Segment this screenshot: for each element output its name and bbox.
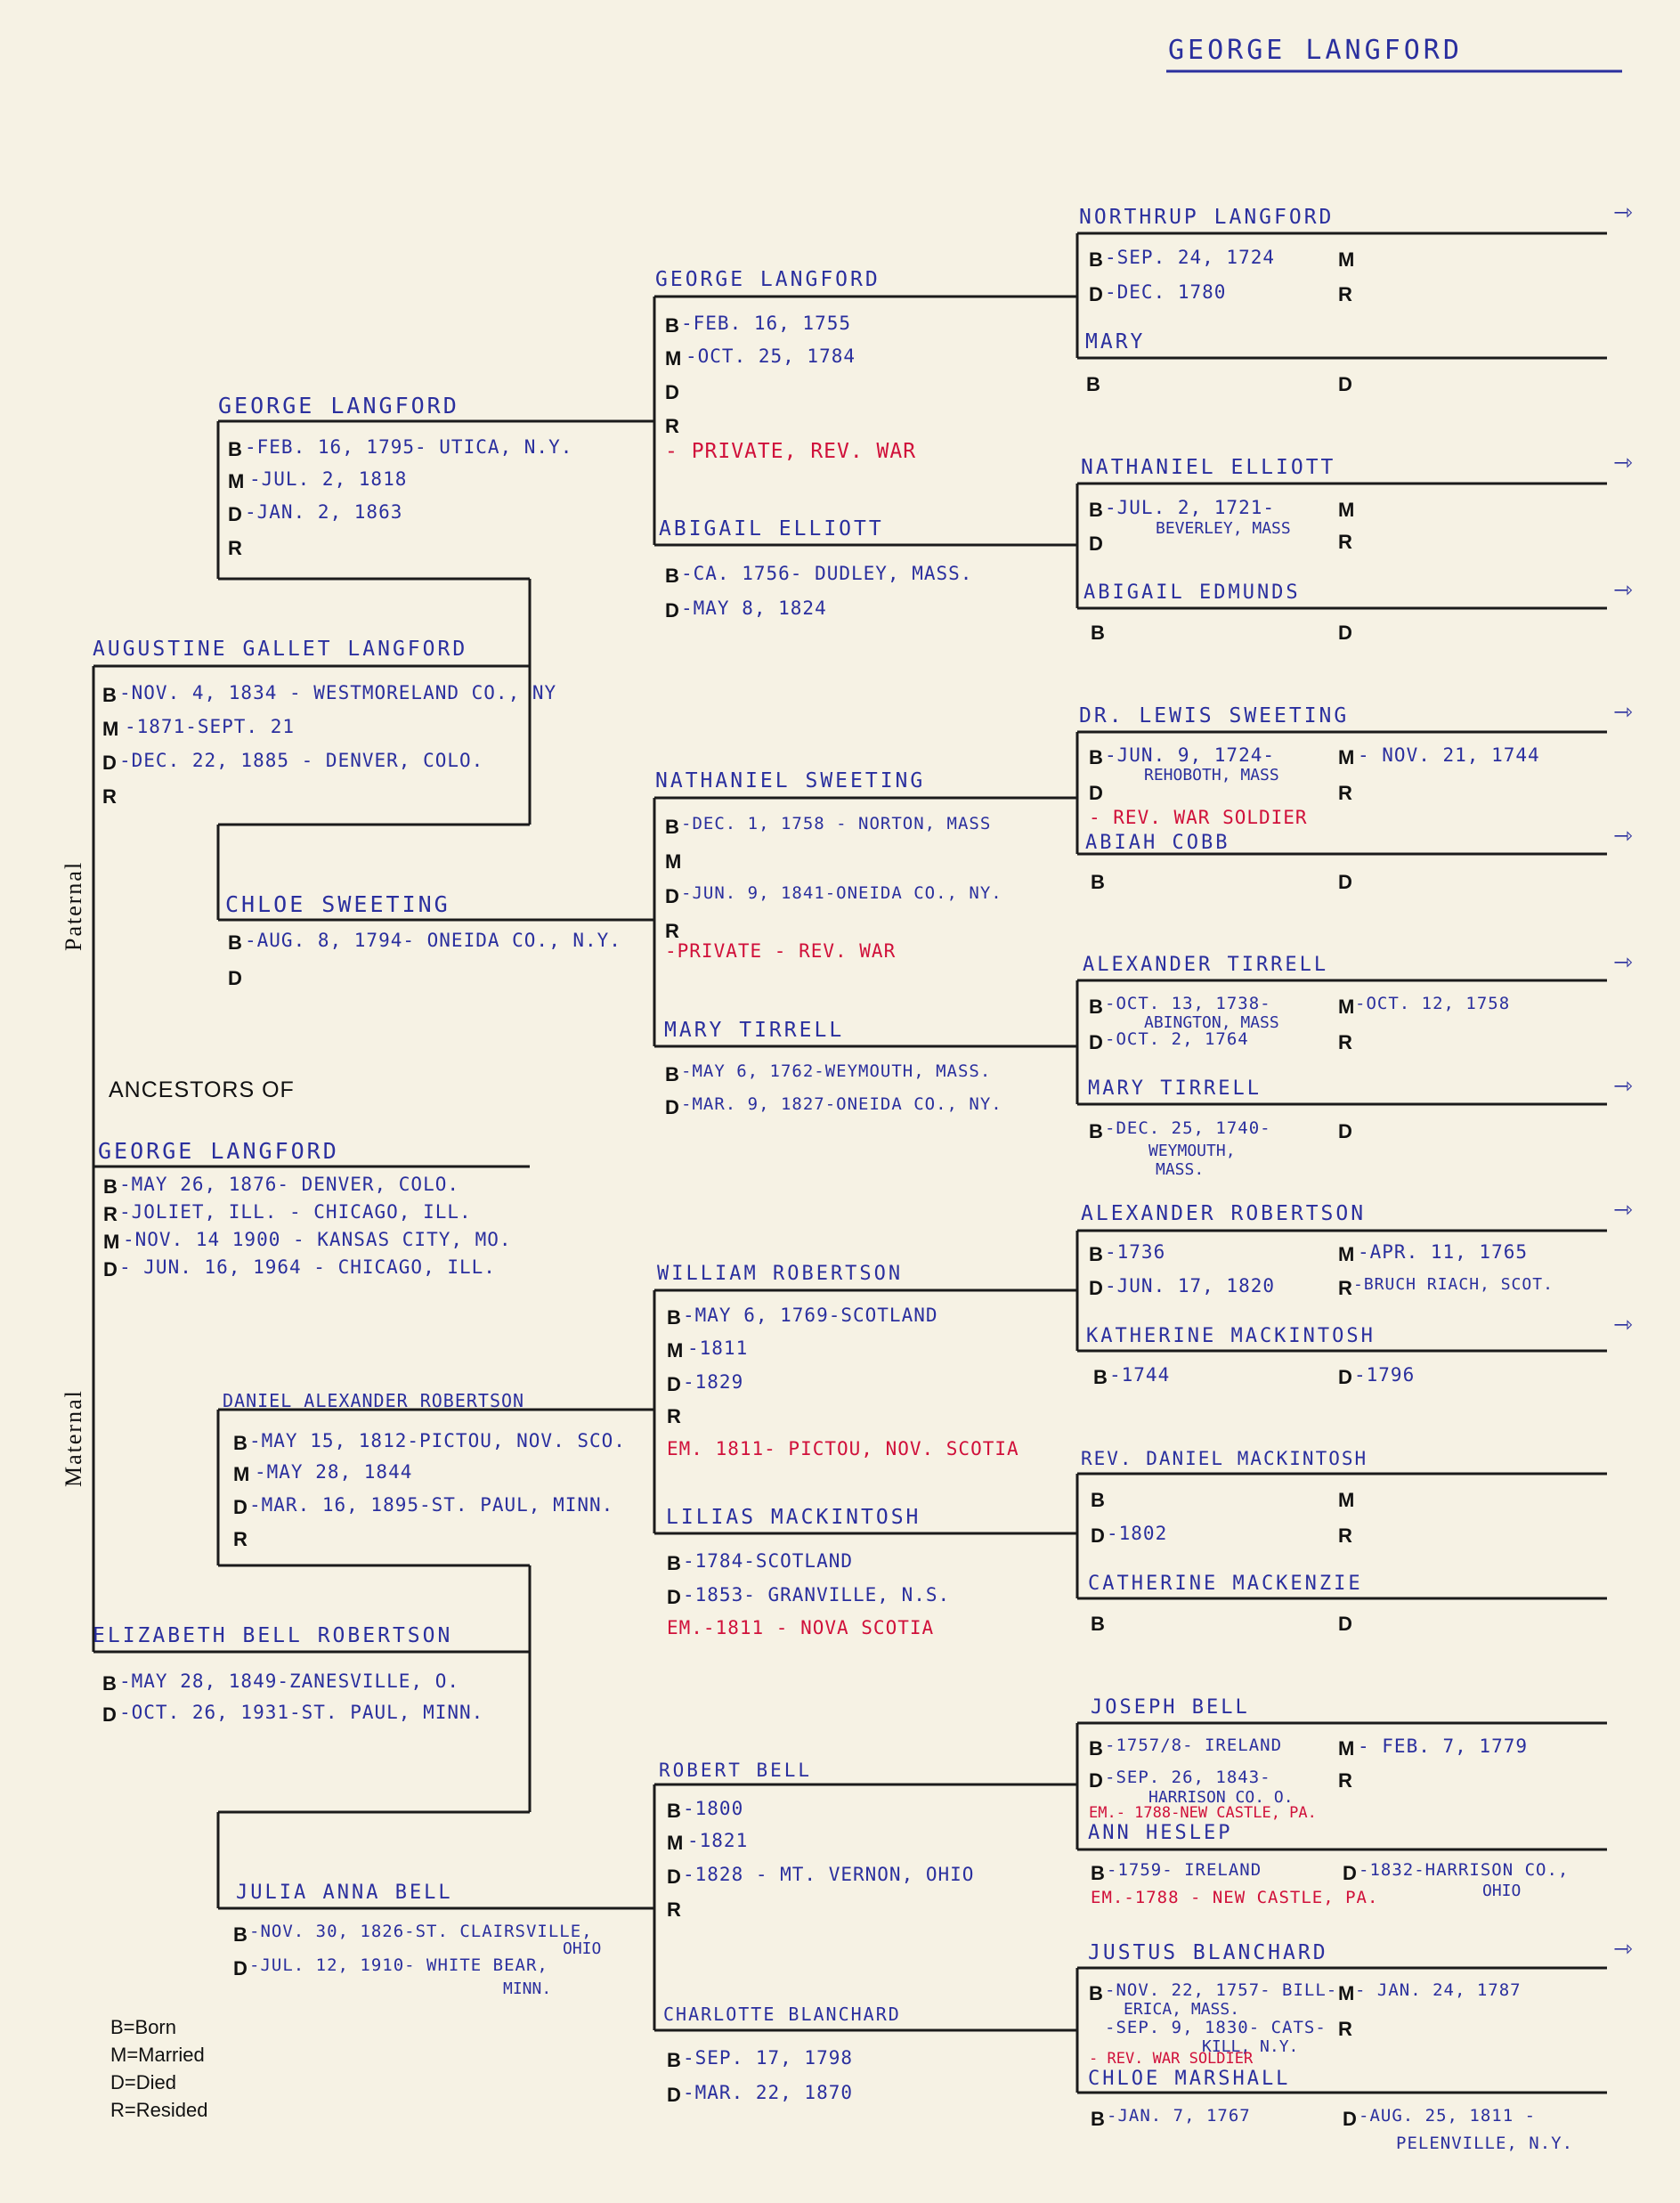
gp-george-married-label: M (228, 470, 245, 492)
gp-george-name: GEORGE LANGFORD (218, 393, 459, 419)
father-married-label: M (102, 718, 119, 740)
g4-alex-rob-died: -JUN. 17, 1820 (1105, 1275, 1276, 1297)
ggp-mary-t-name: MARY TIRRELL (664, 1019, 845, 1042)
continuation-arrow-icon: ⇾ (1613, 1312, 1633, 1338)
father-born-label: B (102, 684, 117, 706)
gp-daniel-born: -MAY 15, 1812-PICTOU, NOV. SCO. (249, 1430, 626, 1451)
g4-lewis-married-label: M (1338, 746, 1355, 768)
g4-rev-daniel-married-label: M (1338, 1489, 1355, 1511)
g4-mary-born-label: B (1086, 373, 1100, 395)
g4-catherine-died-label: D (1338, 1613, 1352, 1635)
ggp-william-resided-label: R (667, 1405, 681, 1427)
subject-resided: -JOLIET, ILL. - CHICAGO, ILL. (119, 1201, 472, 1223)
ggp-robert-resided-label: R (667, 1898, 681, 1921)
g4-joseph-name: JOSEPH BELL (1091, 1696, 1250, 1719)
ggp-william-married: -1811 (687, 1337, 749, 1359)
gp-george-born: -FEB. 16, 1795- UTICA, N.Y. (245, 436, 573, 458)
ggp-nathaniel-name: NATHANIEL SWEETING (655, 769, 926, 793)
ggp-abigail-born-label: B (665, 565, 679, 587)
g4-chloe-m-died-label: D (1343, 2108, 1357, 2130)
g4-northrup-married-label: M (1338, 248, 1355, 271)
ggp-nathaniel-married-label: M (665, 850, 682, 873)
g4-justus-place: ERICA, MASS. (1124, 2000, 1240, 2019)
father-resided-label: R (102, 785, 117, 808)
g4-mary-tirrell-name: MARY TIRRELL (1088, 1077, 1262, 1100)
g4-rev-daniel-name: REV. DANIEL MACKINTOSH (1081, 1448, 1368, 1469)
gp-chloe-died-label: D (228, 967, 242, 989)
ggp-nathaniel-resided-label: R (665, 920, 679, 942)
g4-nath-elliott-resided-label: R (1338, 531, 1352, 553)
g4-joseph-born-label: B (1089, 1737, 1103, 1760)
g4-abigail-edmunds-died-label: D (1338, 622, 1352, 644)
continuation-arrow-icon: ⇾ (1613, 1936, 1633, 1963)
ggp-lilias-born: -1784-SCOTLAND (683, 1550, 854, 1572)
g4-alex-rob-resided: -BRUCH RIACH, SCOT. (1353, 1275, 1554, 1294)
paternal-label: Paternal (61, 860, 86, 951)
ggp-charlotte-died: -MAR. 22, 1870 (683, 2082, 854, 2103)
subject-resided-label: R (103, 1203, 118, 1225)
gp-daniel-married: -MAY 28, 1844 (255, 1461, 413, 1483)
g4-northrup-name: NORTHRUP LANGFORD (1079, 206, 1335, 229)
gp-chloe-born: -AUG. 8, 1794- ONEIDA CO., N.Y. (245, 930, 621, 951)
ggp-abigail-died: -MAY 8, 1824 (681, 597, 827, 619)
g4-alex-tirrell-born-label: B (1089, 996, 1103, 1018)
legend-died: D=Died (110, 2071, 176, 2093)
ggp-mary-t-died-label: D (665, 1096, 679, 1118)
g4-nath-elliott-born: -JUL. 2, 1721- (1105, 497, 1276, 518)
father-name: AUGUSTINE GALLET LANGFORD (93, 638, 468, 661)
g4-mary-tirrell-place2: MASS. (1156, 1160, 1205, 1179)
g4-justus-married-label: M (1338, 1982, 1355, 2004)
ggp-nathaniel-note: -PRIVATE - REV. WAR (665, 940, 897, 962)
g4-joseph-married: - FEB. 7, 1779 (1358, 1736, 1529, 1757)
g4-rev-daniel-died: -1802 (1107, 1523, 1168, 1544)
g4-mary-tirrell-died-label: D (1338, 1120, 1352, 1142)
g4-alex-rob-born: -1736 (1105, 1241, 1166, 1263)
g4-chloe-m-place: PELENVILLE, N.Y. (1396, 2134, 1574, 2153)
mother-born: -MAY 28, 1849-ZANESVILLE, O. (119, 1671, 460, 1692)
ggp-robert-name: ROBERT BELL (659, 1760, 813, 1781)
ggp-george-married-label: M (665, 347, 682, 370)
ggp-nathaniel-born-label: B (665, 816, 679, 838)
subject-died-label: D (103, 1258, 118, 1280)
g4-joseph-married-label: M (1338, 1737, 1355, 1760)
continuation-arrow-icon: ⇾ (1613, 199, 1633, 226)
g4-mary-tirrell-born: -DEC. 25, 1740- (1105, 1118, 1271, 1138)
ggp-george-died-label: D (665, 381, 679, 403)
ggp-lilias-born-label: B (667, 1552, 681, 1574)
g4-northrup-born: -SEP. 24, 1724 (1105, 247, 1276, 268)
g4-nath-elliott-died-label: D (1089, 532, 1103, 555)
g4-ann-died-label: D (1343, 1862, 1357, 1884)
ggp-george-born-label: B (665, 314, 679, 337)
g4-rev-daniel-born-label: B (1091, 1489, 1105, 1511)
ggp-robert-died-label: D (667, 1866, 681, 1888)
mother-died: -OCT. 26, 1931-ST. PAUL, MINN. (119, 1702, 484, 1723)
g4-abigail-edmunds-name: ABIGAIL EDMUNDS (1083, 581, 1301, 604)
subject-married: -NOV. 14 1900 - KANSAS CITY, MO. (123, 1229, 512, 1250)
g4-katherine-born-label: B (1093, 1366, 1108, 1388)
gp-george-died: -JAN. 2, 1863 (245, 501, 403, 523)
g4-justus-note: - REV. WAR SOLDIER (1089, 2050, 1254, 2068)
g4-rev-daniel-died-label: D (1091, 1524, 1105, 1547)
g4-nath-elliott-name: NATHANIEL ELLIOTT (1081, 456, 1336, 479)
g4-joseph-died-label: D (1089, 1769, 1103, 1792)
g4-alex-rob-name: ALEXANDER ROBERTSON (1081, 1202, 1367, 1225)
g4-chloe-m-born-label: B (1091, 2108, 1105, 2130)
g4-alex-tirrell-married: -OCT. 12, 1758 (1355, 994, 1511, 1013)
ggp-nathaniel-died: -JUN. 9, 1841-ONEIDA CO., NY. (681, 883, 1002, 903)
g4-lewis-resided-label: R (1338, 782, 1352, 804)
continuation-arrow-icon: ⇾ (1613, 1073, 1633, 1100)
g4-abiah-name: ABIAH COBB (1085, 832, 1230, 854)
g4-joseph-born: -1757/8- IRELAND (1105, 1736, 1283, 1755)
g4-ann-died: -1832-HARRISON CO., (1359, 1860, 1570, 1880)
g4-catherine-born-label: B (1091, 1613, 1105, 1635)
g4-chloe-m-died: -AUG. 25, 1811 - (1359, 2106, 1537, 2126)
g4-ann-name: ANN HESLEP (1088, 1822, 1233, 1844)
continuation-arrow-icon: ⇾ (1613, 1197, 1633, 1223)
ggp-william-name: WILLIAM ROBERTSON (657, 1263, 904, 1285)
g4-joseph-resided-label: R (1338, 1769, 1352, 1792)
father-born: -NOV. 4, 1834 - WESTMORELAND CO., NY (119, 682, 557, 703)
g4-nath-elliott-married-label: M (1338, 499, 1355, 521)
ggp-william-married-label: M (667, 1339, 684, 1362)
g4-alex-tirrell-resided-label: R (1338, 1031, 1352, 1053)
gp-daniel-married-label: M (233, 1463, 250, 1485)
g4-nath-elliott-born-label: B (1089, 499, 1103, 521)
gp-julia-died-label: D (233, 1957, 248, 1979)
gp-julia-born-place: OHIO (563, 1939, 602, 1958)
g4-chloe-m-name: CHLOE MARSHALL (1088, 2068, 1291, 2090)
ggp-mary-t-died: -MAR. 9, 1827-ONEIDA CO., NY. (681, 1094, 1002, 1114)
g4-justus-died-place: KILL, N.Y. (1202, 2037, 1299, 2056)
ggp-lilias-name: LILIAS MACKINTOSH (666, 1506, 921, 1529)
subject-died: - JUN. 16, 1964 - CHICAGO, ILL. (119, 1256, 496, 1278)
g4-katherine-born: -1744 (1109, 1364, 1171, 1386)
ggp-nathaniel-died-label: D (665, 885, 679, 907)
gp-daniel-resided-label: R (233, 1528, 248, 1550)
gp-chloe-name: CHLOE SWEETING (225, 891, 450, 917)
gp-chloe-born-label: B (228, 931, 242, 954)
ggp-abigail-born: -CA. 1756- DUDLEY, MASS. (681, 563, 973, 584)
g4-northrup-resided-label: R (1338, 283, 1352, 305)
g4-lewis-note: - REV. WAR SOLDIER (1089, 807, 1308, 828)
ggp-william-died: -1829 (683, 1371, 744, 1393)
g4-alex-rob-born-label: B (1089, 1243, 1103, 1265)
g4-lewis-married: - NOV. 21, 1744 (1358, 744, 1540, 766)
g4-abiah-born-label: B (1091, 871, 1105, 893)
ggp-george-born: -FEB. 16, 1755 (681, 313, 852, 334)
ggp-abigail-name: ABIGAIL ELLIOTT (659, 517, 884, 541)
gp-julia-name: JULIA ANNA BELL (236, 1882, 453, 1904)
gp-daniel-born-label: B (233, 1432, 248, 1454)
g4-lewis-name: DR. LEWIS SWEETING (1079, 704, 1350, 728)
g4-abigail-edmunds-born-label: B (1091, 622, 1105, 644)
g4-justus-name: JUSTUS BLANCHARD (1088, 1941, 1328, 1964)
ggp-nathaniel-born: -DEC. 1, 1758 - NORTON, MASS (681, 814, 992, 833)
gp-julia-born-label: B (233, 1923, 248, 1946)
gp-george-died-label: D (228, 503, 242, 525)
continuation-arrow-icon: ⇾ (1613, 577, 1633, 604)
ggp-william-born: -MAY 6, 1769-SCOTLAND (683, 1305, 938, 1326)
legend-resided: R=Resided (110, 2099, 208, 2121)
g4-katherine-died: -1796 (1354, 1364, 1416, 1386)
chart-title: ANCESTORS OF (109, 1077, 295, 1102)
g4-northrup-died: -DEC. 1780 (1105, 281, 1227, 303)
ggp-mary-t-born-label: B (665, 1063, 679, 1085)
g4-justus-resided-label: R (1338, 2018, 1352, 2040)
g4-mary-tirrell-place: WEYMOUTH, (1148, 1142, 1236, 1160)
g4-alex-rob-died-label: D (1089, 1277, 1103, 1299)
ggp-robert-married: -1821 (687, 1830, 749, 1851)
continuation-arrow-icon: ⇾ (1613, 450, 1633, 476)
gp-julia-died: -JUL. 12, 1910- WHITE BEAR, (249, 1955, 548, 1975)
ggp-mary-t-born: -MAY 6, 1762-WEYMOUTH, MASS. (681, 1061, 992, 1081)
g4-alex-rob-married: -APR. 11, 1765 (1358, 1241, 1529, 1263)
ggp-george-name: GEORGE LANGFORD (655, 268, 881, 291)
ggp-charlotte-died-label: D (667, 2084, 681, 2106)
ggp-abigail-died-label: D (665, 599, 679, 622)
ggp-lilias-died-label: D (667, 1586, 681, 1608)
father-died-label: D (102, 752, 117, 774)
gp-julia-died-place: MINN. (503, 1979, 552, 1998)
g4-katherine-died-label: D (1338, 1366, 1352, 1388)
legend-married: M=Married (110, 2044, 205, 2066)
g4-lewis-died-label: D (1089, 782, 1103, 804)
g4-northrup-born-label: B (1089, 248, 1103, 271)
g4-alex-tirrell-died-label: D (1089, 1031, 1103, 1053)
mother-born-label: B (102, 1672, 117, 1695)
gp-daniel-died: -MAR. 16, 1895-ST. PAUL, MINN. (249, 1494, 614, 1516)
father-married: -1871-SEPT. 21 (125, 716, 296, 737)
gp-daniel-name: DANIEL ALEXANDER ROBERTSON (223, 1390, 525, 1411)
subject-name: GEORGE LANGFORD (98, 1138, 339, 1164)
ggp-george-resided-label: R (665, 415, 679, 437)
ggp-lilias-died: -1853- GRANVILLE, N.S. (683, 1584, 951, 1606)
g4-lewis-born: -JUN. 9, 1724- (1105, 744, 1276, 766)
ggp-robert-died: -1828 - MT. VERNON, OHIO (683, 1864, 975, 1885)
g4-ann-note: EM.-1788 - NEW CASTLE, PA. (1091, 1888, 1379, 1907)
gp-george-resided-label: R (228, 537, 242, 559)
ggp-robert-married-label: M (667, 1832, 684, 1854)
maternal-label: Maternal (61, 1389, 86, 1487)
legend-born: B=Born (110, 2016, 176, 2038)
g4-justus-born-label: B (1089, 1982, 1103, 2004)
g4-ann-born: -1759- IRELAND (1107, 1860, 1262, 1880)
g4-joseph-died: -SEP. 26, 1843- (1105, 1768, 1271, 1787)
ggp-george-married: -OCT. 25, 1784 (686, 345, 856, 367)
g4-ann-died-place: OHIO (1482, 1882, 1522, 1900)
g4-alex-tirrell-died: -OCT. 2, 1764 (1105, 1029, 1249, 1049)
g4-mary-died-label: D (1338, 373, 1352, 395)
continuation-arrow-icon: ⇾ (1613, 949, 1633, 976)
g4-northrup-died-label: D (1089, 283, 1103, 305)
g4-alex-rob-married-label: M (1338, 1243, 1355, 1265)
g4-justus-married: - JAN. 24, 1787 (1355, 1980, 1522, 2000)
subject-born-label: B (103, 1175, 118, 1198)
g4-chloe-m-born: -JAN. 7, 1767 (1107, 2106, 1251, 2126)
gp-julia-born: -NOV. 30, 1826-ST. CLAIRSVILLE, (249, 1922, 593, 1941)
mother-died-label: D (102, 1703, 117, 1726)
g4-ann-born-label: B (1091, 1862, 1105, 1884)
g4-alex-tirrell-born: -OCT. 13, 1738- (1105, 994, 1271, 1013)
g4-mary-tirrell-born-label: B (1089, 1120, 1103, 1142)
ggp-william-note: EM. 1811- PICTOU, NOV. SCOTIA (667, 1438, 1019, 1459)
ggp-charlotte-born-label: B (667, 2049, 681, 2071)
subject-married-label: M (103, 1231, 120, 1253)
g4-justus-born: -NOV. 22, 1757- BILL- (1105, 1980, 1338, 2000)
g4-justus-died: -SEP. 9, 1830- CATS- (1105, 2018, 1327, 2037)
g4-alex-tirrell-married-label: M (1338, 996, 1355, 1018)
g4-nath-elliott-place: BEVERLEY, MASS (1156, 519, 1291, 538)
g4-rev-daniel-resided-label: R (1338, 1524, 1352, 1547)
continuation-arrow-icon: ⇾ (1613, 823, 1633, 849)
g4-abiah-died-label: D (1338, 871, 1352, 893)
ggp-lilias-note: EM.-1811 - NOVA SCOTIA (667, 1617, 935, 1638)
gp-george-born-label: B (228, 438, 242, 460)
gp-daniel-died-label: D (233, 1496, 248, 1518)
father-died: -DEC. 22, 1885 - DENVER, COLO. (119, 750, 484, 771)
g4-mary-name: MARY (1085, 330, 1146, 354)
g4-lewis-born-label: B (1089, 746, 1103, 768)
g4-joseph-note: EM.- 1788-NEW CASTLE, PA. (1089, 1804, 1317, 1822)
mother-name: ELIZABETH BELL ROBERTSON (93, 1624, 453, 1647)
g4-lewis-place: REHOBOTH, MASS (1144, 766, 1279, 784)
g4-alex-tirrell-name: ALEXANDER TIRRELL (1083, 954, 1329, 976)
ggp-charlotte-born: -SEP. 17, 1798 (683, 2047, 854, 2069)
ggp-charlotte-name: CHARLOTTE BLANCHARD (663, 2004, 901, 2025)
gp-george-married: -JUL. 2, 1818 (249, 468, 408, 490)
ggp-george-note: - PRIVATE, REV. WAR (665, 440, 917, 463)
ggp-robert-born-label: B (667, 1800, 681, 1822)
header-title: GEORGE LANGFORD (1168, 35, 1463, 66)
g4-joseph-place: HARRISON CO. O. (1148, 1788, 1294, 1807)
ggp-william-born-label: B (667, 1306, 681, 1329)
g4-alex-rob-resided-label: R (1338, 1277, 1352, 1299)
g4-alex-tirrell-place: ABINGTON, MASS (1144, 1013, 1279, 1032)
g4-katherine-name: KATHERINE MACKINTOSH (1086, 1325, 1376, 1347)
ggp-william-died-label: D (667, 1373, 681, 1395)
ggp-robert-born: -1800 (683, 1798, 744, 1819)
continuation-arrow-icon: ⇾ (1613, 699, 1633, 726)
g4-catherine-name: CATHERINE MACKENZIE (1088, 1573, 1363, 1595)
subject-born: -MAY 26, 1876- DENVER, COLO. (119, 1174, 460, 1195)
